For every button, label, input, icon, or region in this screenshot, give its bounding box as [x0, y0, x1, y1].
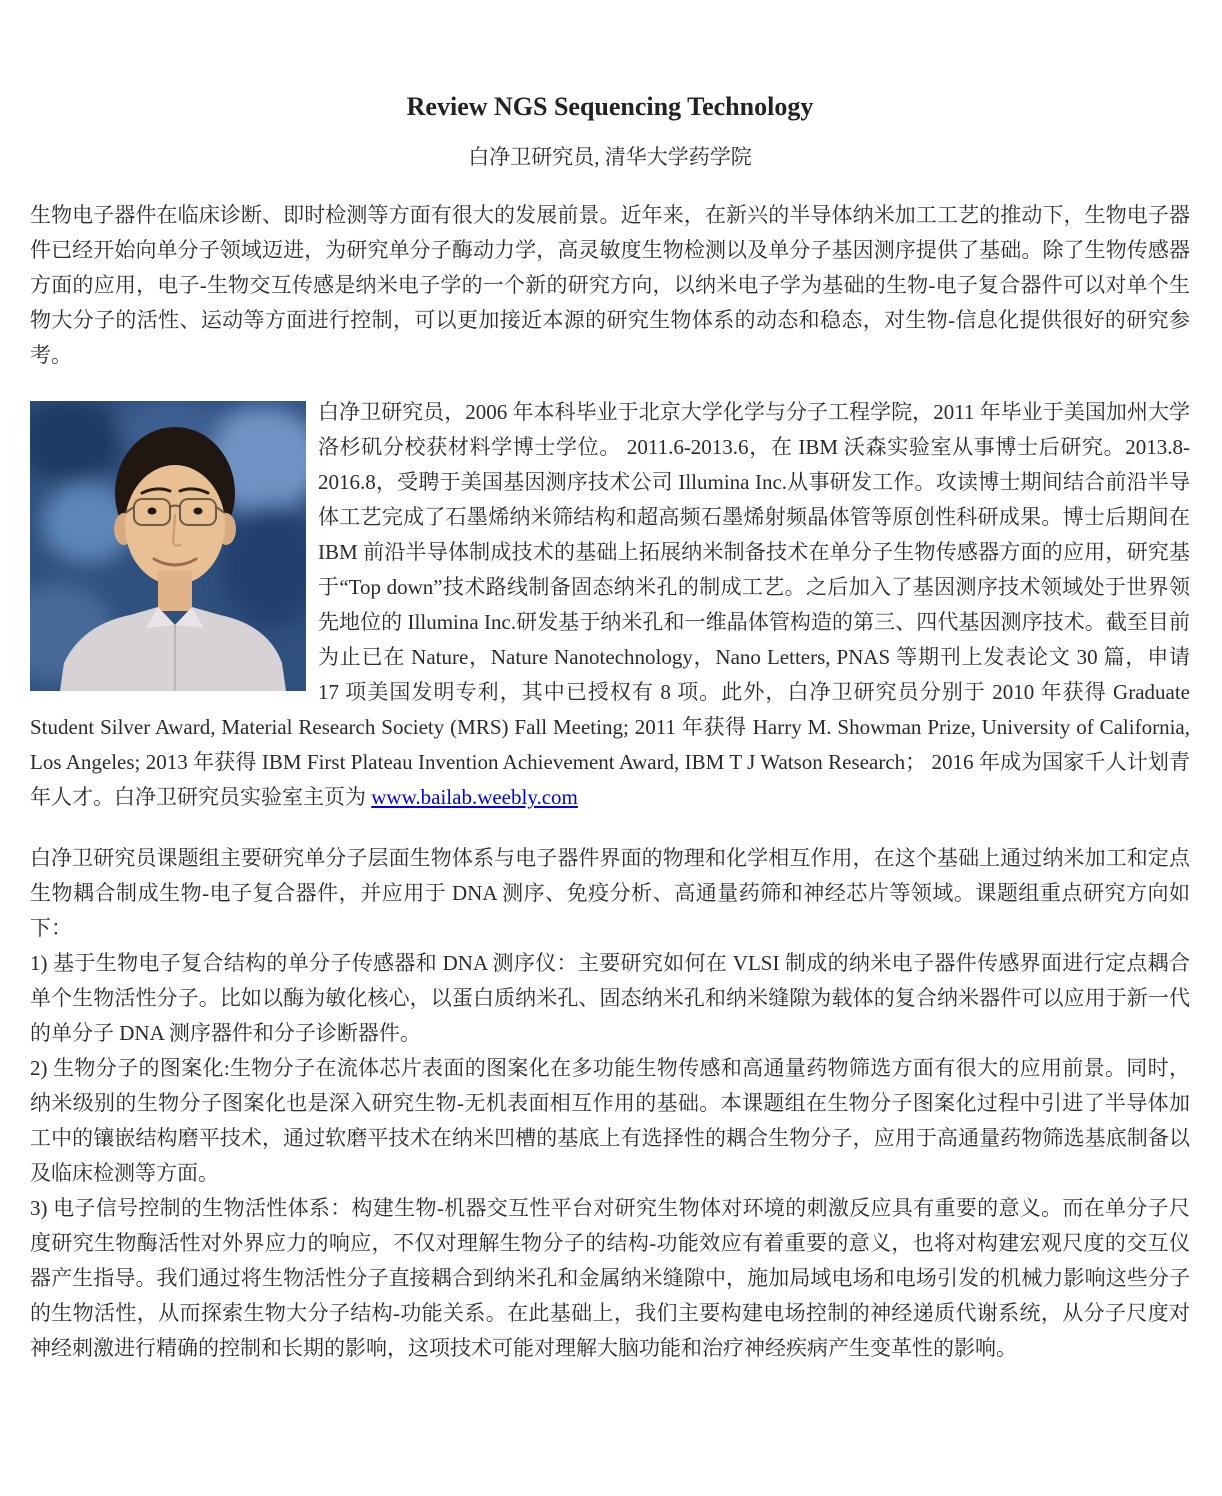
research-item-1: 1) 基于生物电子复合结构的单分子传感器和 DNA 测序仪：主要研究如何在 VLSI 制成的纳米电子器件传感界面进行定点耦合单个生物活性分子。比如以酶为敏化核心，以蛋白质纳米孔、固态纳米孔和纳米缝隙为载体的复合纳米器件可以应用于新一代的单分子 DNA 测序器件和分子诊断器件。: [30, 951, 1190, 1045]
researcher-photo: [30, 401, 306, 691]
bio-section: [30, 395, 1190, 815]
bio-text: 白净卫研究员，2006 年本科毕业于北京大学化学与分子工程学院，2011 年毕业于美国加州大学洛杉矶分校获材料学博士学位。 2011.6-2013.6，在 IBM 沃森实验室从事博士后研究。2013.8-2016.8，受聘于美国基因测序技术公司 Illumina Inc.从事研发工作。攻读博士期间结合前沿半导体工艺完成了石墨烯纳米筛结构和超高频石墨烯射频晶体管等原创性科研成果。博士后期间在 IBM 前沿半导体制成技术的基础上拓展纳米制备技术在单分子生物传感器方面的应用，研究基于“Top down”技术路线制备固态纳米孔的制成工艺。之后加入了基因测序技术领域处于世界领先地位的 Illumina Inc.研发基于纳米孔和一维晶体管构造的第三、四代基因测序技术。截至目前为止已在 Nature，Nature Nanotechnology，Nano Letters, PNAS 等期刊上发表论文 30 篇，申请 17 项美国发明专利，其中已授权有 8 项。此外，白净卫研究员分别于 2010 年获得 Graduate Student Silver Award, Material Research Society (MRS) Fall Meeting; 2011 年获得 Harry M. Showman Prize, University of California, Los Angeles; 2013 年获得 IBM First Plateau Invention Achievement Award, IBM T J Watson Research； 2016 年成为国家千人计划青年人才。白净卫研究员实验室主页为: [30, 400, 1190, 809]
page-title: Review NGS Sequencing Technology: [406, 92, 814, 121]
research-section: [30, 841, 1190, 1366]
page-subtitle: 白净卫研究员, 清华大学药学院: [468, 145, 752, 169]
portrait-illustration: [30, 401, 306, 691]
research-overview: 白净卫研究员课题组主要研究单分子层面生物体系与电子器件界面的物理和化学相互作用，在这个基础上通过纳米加工和定点生物耦合制成生物-电子复合器件，并应用于 DNA 测序、免疫分析、高通量药筛和神经芯片等领域。课题组重点研究方向如下：: [30, 846, 1190, 940]
research-item-3: 3) 电子信号控制的生物活性体系：构建生物-机器交互性平台对研究生物体对环境的刺激反应具有重要的意义。而在单分子尺度研究生物酶活性对外界应力的响应，不仅对理解生物分子的结构-功能效应有着重要的意义，也将对构建宏观尺度的交互仪器产生指导。我们通过将生物活性分子直接耦合到纳米孔和金属纳米缝隙中，施加局域电场和电场引发的机械力影响这些分子的生物活性，从而探索生物大分子结构-功能关系。在此基础上，我们主要构建电场控制的神经递质代谢系统，从分子尺度对神经刺激进行精确的控制和长期的影响，这项技术可能对理解大脑功能和治疗神经疾病产生变革性的影响。: [30, 1196, 1190, 1360]
intro-paragraph: 生物电子器件在临床诊断、即时检测等方面有很大的发展前景。近年来，在新兴的半导体纳米加工工艺的推动下，生物电子器件已经开始向单分子领域迈进，为研究单分子酶动力学，高灵敏度生物检测以及单分子基因测序提供了基础。除了生物传感器方面的应用，电子-生物交互传感是纳米电子学的一个新的研究方向，以纳米电子学为基础的生物-电子复合器件可以对单个生物大分子的活性、运动等方面进行控制，可以更加接近本源的研究生物体系的动态和稳态，对生物-信息化提供很好的研究参考。: [30, 203, 1190, 367]
lab-homepage-link[interactable]: www.bailab.weebly.com: [371, 785, 578, 809]
research-item-2: 2) 生物分子的图案化:生物分子在流体芯片表面的图案化在多功能生物传感和高通量药物筛选方面有很大的应用前景。同时，纳米级别的生物分子图案化也是深入研究生物-无机表面相互作用的基础。本课题组在生物分子图案化过程中引进了半导体加工中的镶嵌结构磨平技术，通过软磨平技术在纳米凹槽的基底上有选择性的耦合生物分子，应用于高通量药物筛选基底制备以及临床检测等方面。: [30, 1056, 1190, 1185]
